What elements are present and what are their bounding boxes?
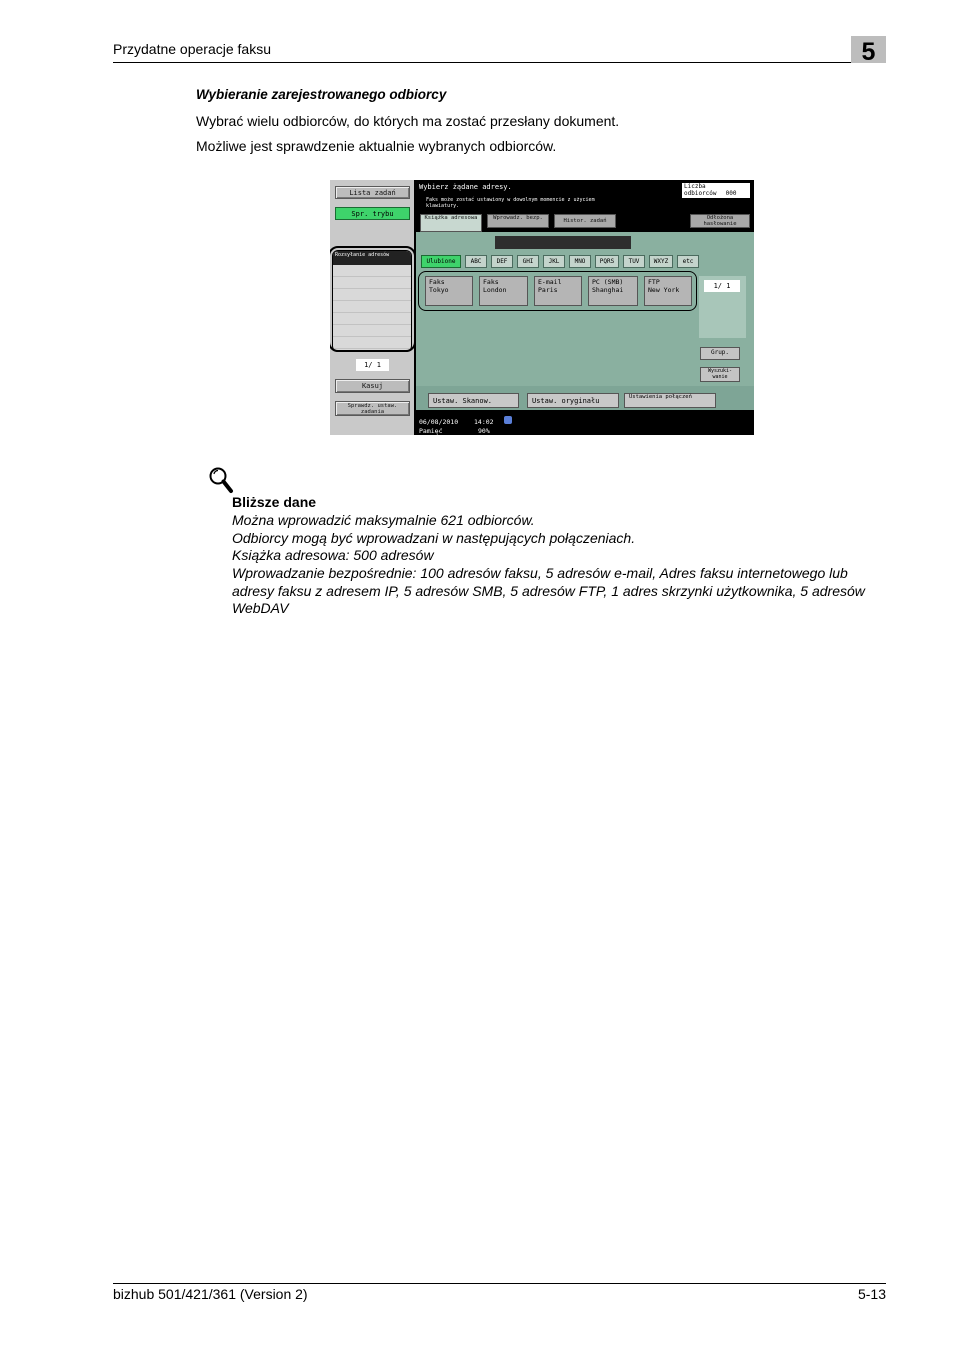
destination-name: New York [648,286,680,294]
note-line-2: Odbiorcy mogą być wprowadzani w następujących połączeniach. [232,530,636,546]
original-settings-button[interactable]: Ustaw. oryginału [527,393,619,408]
note-line-4: Wprowadzanie bezpośrednie: 100 adresów faksu, 5 adresów e-mail, Adres faksu internetowego lub adresy faksu z adresem IP, 5 adresów SMB, 5 adresów FTP, 1 adres skrzynki użytkownika, 5 adresów WebDAV [232,565,865,616]
scan-settings-button[interactable]: Ustaw. Skanow. [428,393,519,408]
chapter-number: 5 [861,38,876,66]
footer-page-number: 5-13 [857,1286,886,1302]
destination-name: Shanghai [592,286,624,294]
tab-tuv[interactable]: TUV [623,255,645,268]
message-title: Wybierz żądane adresy. [419,183,512,191]
status-date: 06/08/2010 [419,418,459,426]
header-rule [113,62,886,63]
tab-etc[interactable]: etc [677,255,699,268]
communication-settings-button[interactable]: Ustawienia połączeń [624,393,716,408]
status-memory-value: 90% [478,427,490,435]
magnifier-icon [208,466,234,494]
paragraph-1: Wybrać wielu odbiorców, do których ma zostać przesłany dokument. [196,113,620,129]
tab-ghi[interactable]: GHI [517,255,539,268]
note-title: Bliższe dane [232,494,317,510]
recipient-count-value: 000 [725,190,737,197]
tab-wxyz[interactable]: WXYZ [649,255,673,268]
control-panel-screenshot [330,180,754,435]
destination-type: PC (SMB) [592,278,624,286]
running-header: Przydatne operacje faksu [113,41,271,57]
tab-job-history[interactable]: Histor. zadań [554,214,616,228]
search-button[interactable]: Wyszuki-wanie [700,367,740,382]
delete-button[interactable]: Kasuj [335,379,410,393]
destination-button[interactable] [644,276,692,306]
section-title: Wybieranie zarejestrowanego odbiorcy [196,87,447,102]
network-status-icon [504,416,512,424]
recipient-count-box [682,183,750,198]
destination-name: Tokyo [429,286,449,294]
destination-type: FTP [648,278,660,286]
footer-rule [113,1283,886,1284]
check-settings-button[interactable]: Sprawdz. ustaw. zadania [335,401,410,416]
tab-abc[interactable]: ABC [465,255,487,268]
tab-delayed[interactable]: Odłożona hasłowanie [690,214,750,228]
sidebar-pager: 1/ 1 [356,359,389,371]
mode-check-button[interactable]: Spr. trybu [335,207,410,220]
search-display-bar [495,236,631,249]
tab-address-book[interactable]: Książka adresowa [420,214,482,232]
broadcast-list-highlight [330,246,416,352]
broadcast-list-header: Rozsyłanie adresów [333,251,411,265]
recipient-count-label: Liczba odbiorców [684,183,717,197]
destination-name: Paris [538,286,558,294]
tab-jkl[interactable]: JKL [543,255,565,268]
tab-def[interactable]: DEF [491,255,513,268]
address-book-content [416,232,754,410]
destination-button[interactable] [425,276,473,306]
tab-pqrs[interactable]: PQRS [595,255,619,268]
job-list-button[interactable]: Lista zadań [335,186,410,199]
destination-pager: 1/ 1 [704,280,740,292]
paragraph-2: Możliwe jest sprawdzenie aktualnie wybranych odbiorców. [196,138,557,154]
tab-favorites[interactable]: Ulubione [421,255,461,268]
footer-product: bizhub 501/421/361 (Version 2) [113,1286,308,1302]
group-button[interactable]: Grup. [700,347,740,360]
destination-button[interactable] [588,276,638,306]
note-line-1: Można wprowadzić maksymalnie 621 odbiorców. [232,512,535,528]
status-memory-label: Pamięć [419,427,443,435]
destination-type: Faks [429,278,445,286]
destination-button[interactable] [479,276,528,306]
note-line-3: Książka adresowa: 500 adresów [232,547,434,563]
panel-main [416,180,754,435]
message-body: Faks może zostać ustawiony w dowolnym momencie z użyciem klawiatury. [426,197,595,209]
destination-name: London [483,286,507,294]
tab-mno[interactable]: MNO [569,255,591,268]
status-time: 14:02 [474,418,494,426]
destination-type: E-mail [538,278,562,286]
destination-button[interactable] [534,276,582,306]
tab-direct-input[interactable]: Wprowadz. bezp. [487,214,549,228]
destination-type: Faks [483,278,499,286]
